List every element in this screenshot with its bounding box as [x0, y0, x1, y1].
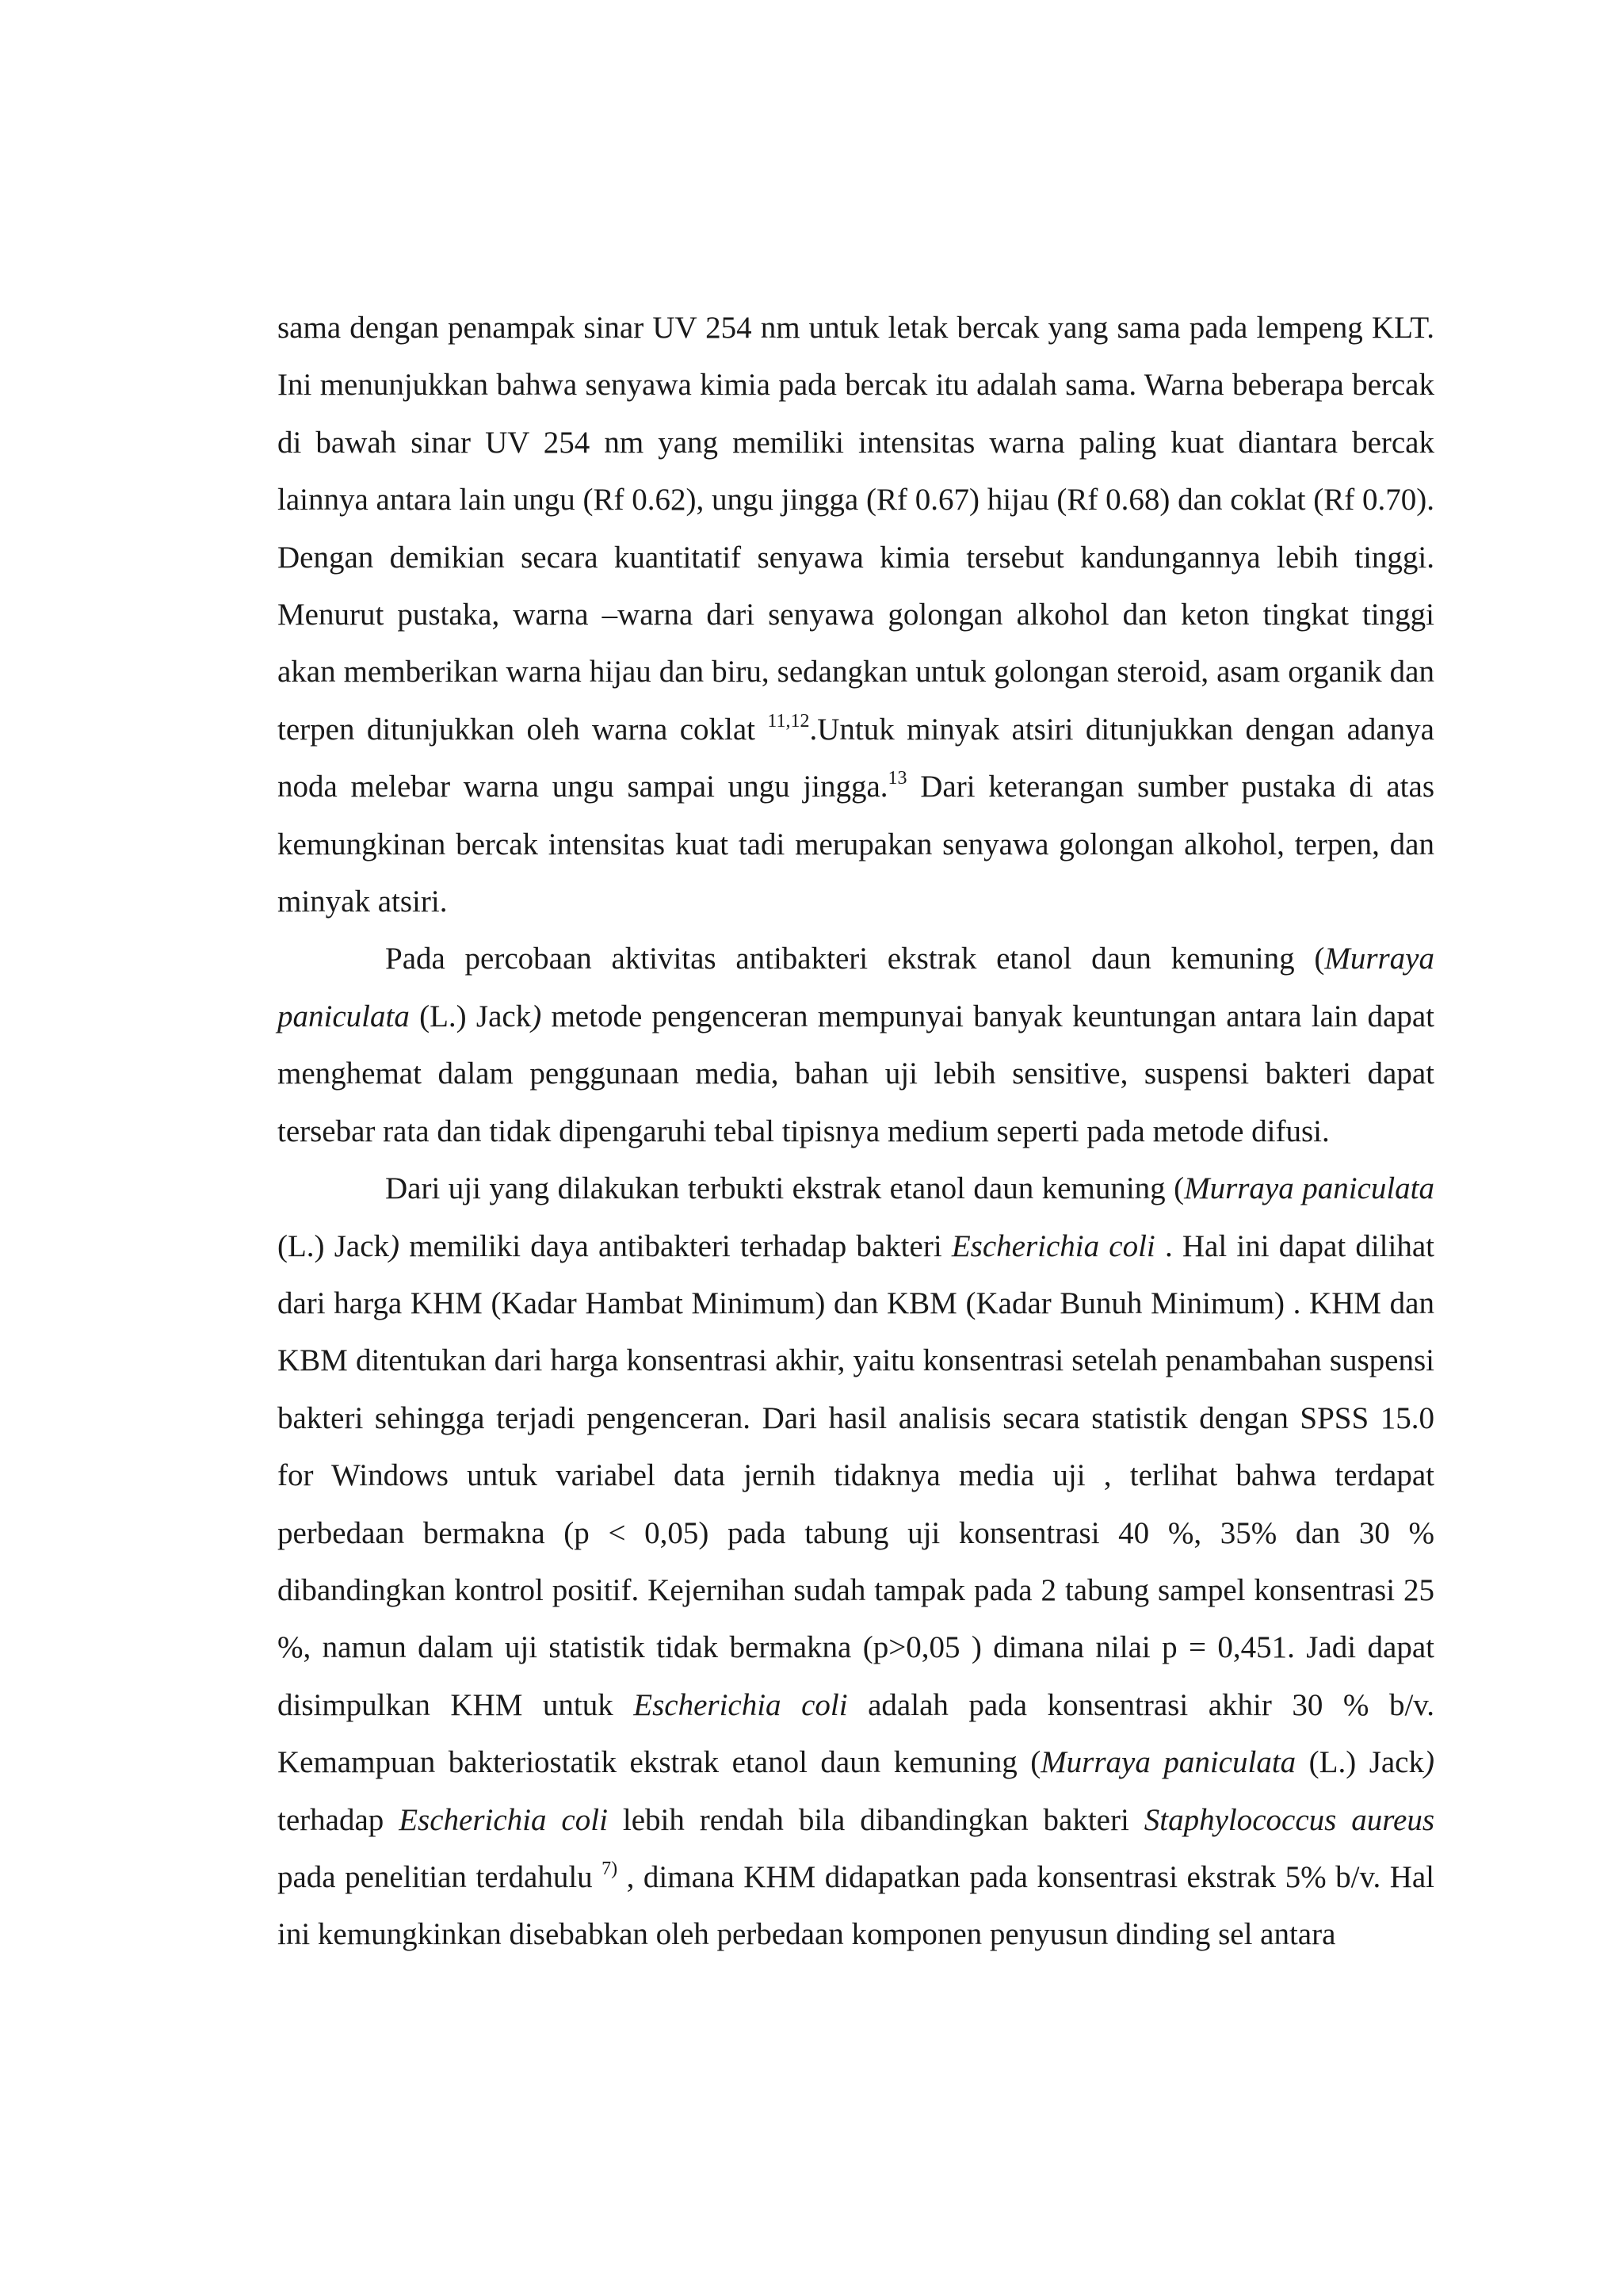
- paragraph-p3: [277, 1160, 1434, 1964]
- text-run: Dari uji yang dilakukan terbukti ekstrak etanol daun kemuning (: [385, 1171, 1185, 1206]
- italic-text: Murraya paniculata: [277, 942, 1434, 1033]
- paragraph-p1: [277, 300, 1434, 930]
- text-run: adalah pada konsentrasi akhir 30 % b/v. Kemampuan bakteriostatik ekstrak etanol daun kemuning (: [277, 1687, 1434, 1780]
- text-run: , dimana KHM didapatkan pada konsentrasi ekstrak 5% b/v. Hal ini kemungkinkan disebabkan oleh perbedaan komponen penyusun dinding sel antara: [277, 1859, 1435, 1952]
- body-text: [277, 300, 1434, 1964]
- text-run: (L.) Jack: [1296, 1745, 1424, 1780]
- italic-text: Murraya paniculata: [1041, 1745, 1296, 1780]
- paragraph-p2: [277, 930, 1434, 1160]
- text-run: Pada percobaan aktivitas antibakteri ekstrak etanol daun kemuning (: [385, 942, 1325, 976]
- citation-superscript: 13: [888, 768, 907, 789]
- italic-text: Staphylococcus aureus: [1144, 1802, 1435, 1837]
- italic-text: Escherichia coli: [399, 1802, 608, 1837]
- citation-superscript: 7): [601, 1858, 618, 1879]
- text-run: Dari keterangan sumber pustaka di atas kemungkinan bercak intensitas kuat tadi merupakan senyawa golongan alkohol, terpen, dan minyak atsiri.: [277, 770, 1434, 919]
- text-run: .Untuk minyak atsiri ditunjukkan dengan adanya noda melebar warna ungu sampai ungu jingga.: [277, 712, 1434, 804]
- text-run: memiliki daya antibakteri terhadap bakteri: [399, 1228, 952, 1263]
- text-run: sama dengan penampak sinar UV 254 nm untuk letak bercak yang sama pada lempeng KLT. Ini menunjukkan bahwa senyawa kimia pada bercak itu adalah sama. Warna beberapa bercak di bawah sinar UV 254 nm yang memiliki intensitas warna paling kuat diantara bercak lainnya antara lain ungu (Rf 0.62), ungu jingga (Rf 0.67) hijau (Rf 0.68) dan coklat (Rf 0.70). Dengan demikian secara kuantitatif senyawa kimia tersebut kandungannya lebih tinggi. Menurut pustaka, warna –warna dari senyawa golongan alkohol dan keton tingkat tinggi akan memberikan warna hijau dan biru, sedangkan untuk golongan steroid, asam organik dan terpen ditunjukkan oleh warna coklat: [277, 311, 1434, 747]
- text-run: . Hal ini dapat dilihat dari harga KHM (Kadar Hambat Minimum) dan KBM (Kadar Bunuh Minimum) . KHM dan KBM ditentukan dari harga konsentrasi akhir, yaitu konsentrasi setelah penambahan suspensi bakteri sehingga terjadi pengenceran. Dari hasil analisis secara statistik dengan SPSS 15.0 for Windows untuk variabel data jernih tidaknya media uji , terlihat bahwa terdapat perbedaan bermakna (p < 0,05) pada tabung uji konsentrasi 40 %, 35% dan 30 % dibandingkan kontrol positif. Kejernihan sudah tampak pada 2 tabung sampel konsentrasi 25 %, namun dalam uji statistik tidak bermakna (p>0,05 ) dimana nilai p = 0,451. Jadi dapat disimpulkan KHM untuk: [277, 1228, 1434, 1722]
- text-run: metode pengenceran mempunyai banyak keuntungan antara lain dapat menghemat dalam penggunaan media, bahan uji lebih sensitive, suspensi bakteri dapat tersebar rata dan tidak dipengaruhi tebal tipisnya medium seperti pada metode difusi.: [277, 999, 1434, 1148]
- italic-text: Escherichia coli: [633, 1687, 848, 1722]
- text-run: lebih rendah bila dibandingkan bakteri: [607, 1802, 1144, 1837]
- italic-text: Escherichia coli: [951, 1228, 1155, 1263]
- italic-text: ): [531, 999, 542, 1033]
- text-run: terhadap: [277, 1802, 399, 1837]
- text-run: pada penelitian terdahulu: [277, 1859, 602, 1894]
- text-run: (L.) Jack: [409, 999, 532, 1033]
- italic-text: ): [1424, 1745, 1434, 1780]
- italic-text: ): [389, 1228, 400, 1263]
- citation-superscript: 11,12: [767, 710, 810, 732]
- text-run: (L.) Jack: [277, 1228, 390, 1263]
- italic-text: Murraya paniculata: [1184, 1171, 1435, 1206]
